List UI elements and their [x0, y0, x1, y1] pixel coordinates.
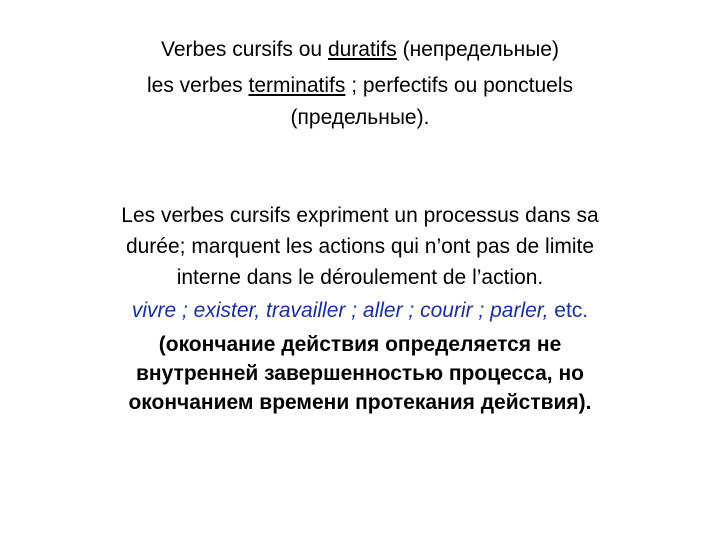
header-line-1	[0, 38, 720, 62]
examples-list: vivre ; exister, travailler ; aller ; courir ; parler,	[131, 299, 555, 322]
note-line-1: (окончание действия определяется не	[158, 333, 562, 356]
term-terminatifs: terminatifs	[248, 74, 346, 97]
header-line-2-prefix: les verbes	[146, 74, 249, 97]
definition-line-2: durée; marquent les actions qui n’ont pas de limite	[125, 235, 595, 258]
examples-etc: etc.	[554, 299, 589, 322]
note-line-3: окончанием времени протекания действия).	[128, 391, 592, 414]
header-line-3: (предельные).	[290, 106, 430, 129]
note-line-2: внутренней завершенностью процесса, но	[136, 362, 584, 385]
definition-line-1: Les verbes cursifs expriment un processus dans sa	[121, 204, 599, 227]
header-line-2	[0, 74, 720, 98]
definition-line-3: interne dans le déroulement de l’action.	[176, 266, 544, 289]
header-line-1-suffix: (непредельные)	[396, 38, 559, 61]
header-line-2-suffix: ; perfectifs ou ponctuels	[345, 74, 574, 97]
term-duratifs: duratifs	[327, 38, 397, 61]
header-line-1-prefix: Verbes cursifs ou	[161, 38, 328, 61]
examples-line	[0, 299, 720, 323]
